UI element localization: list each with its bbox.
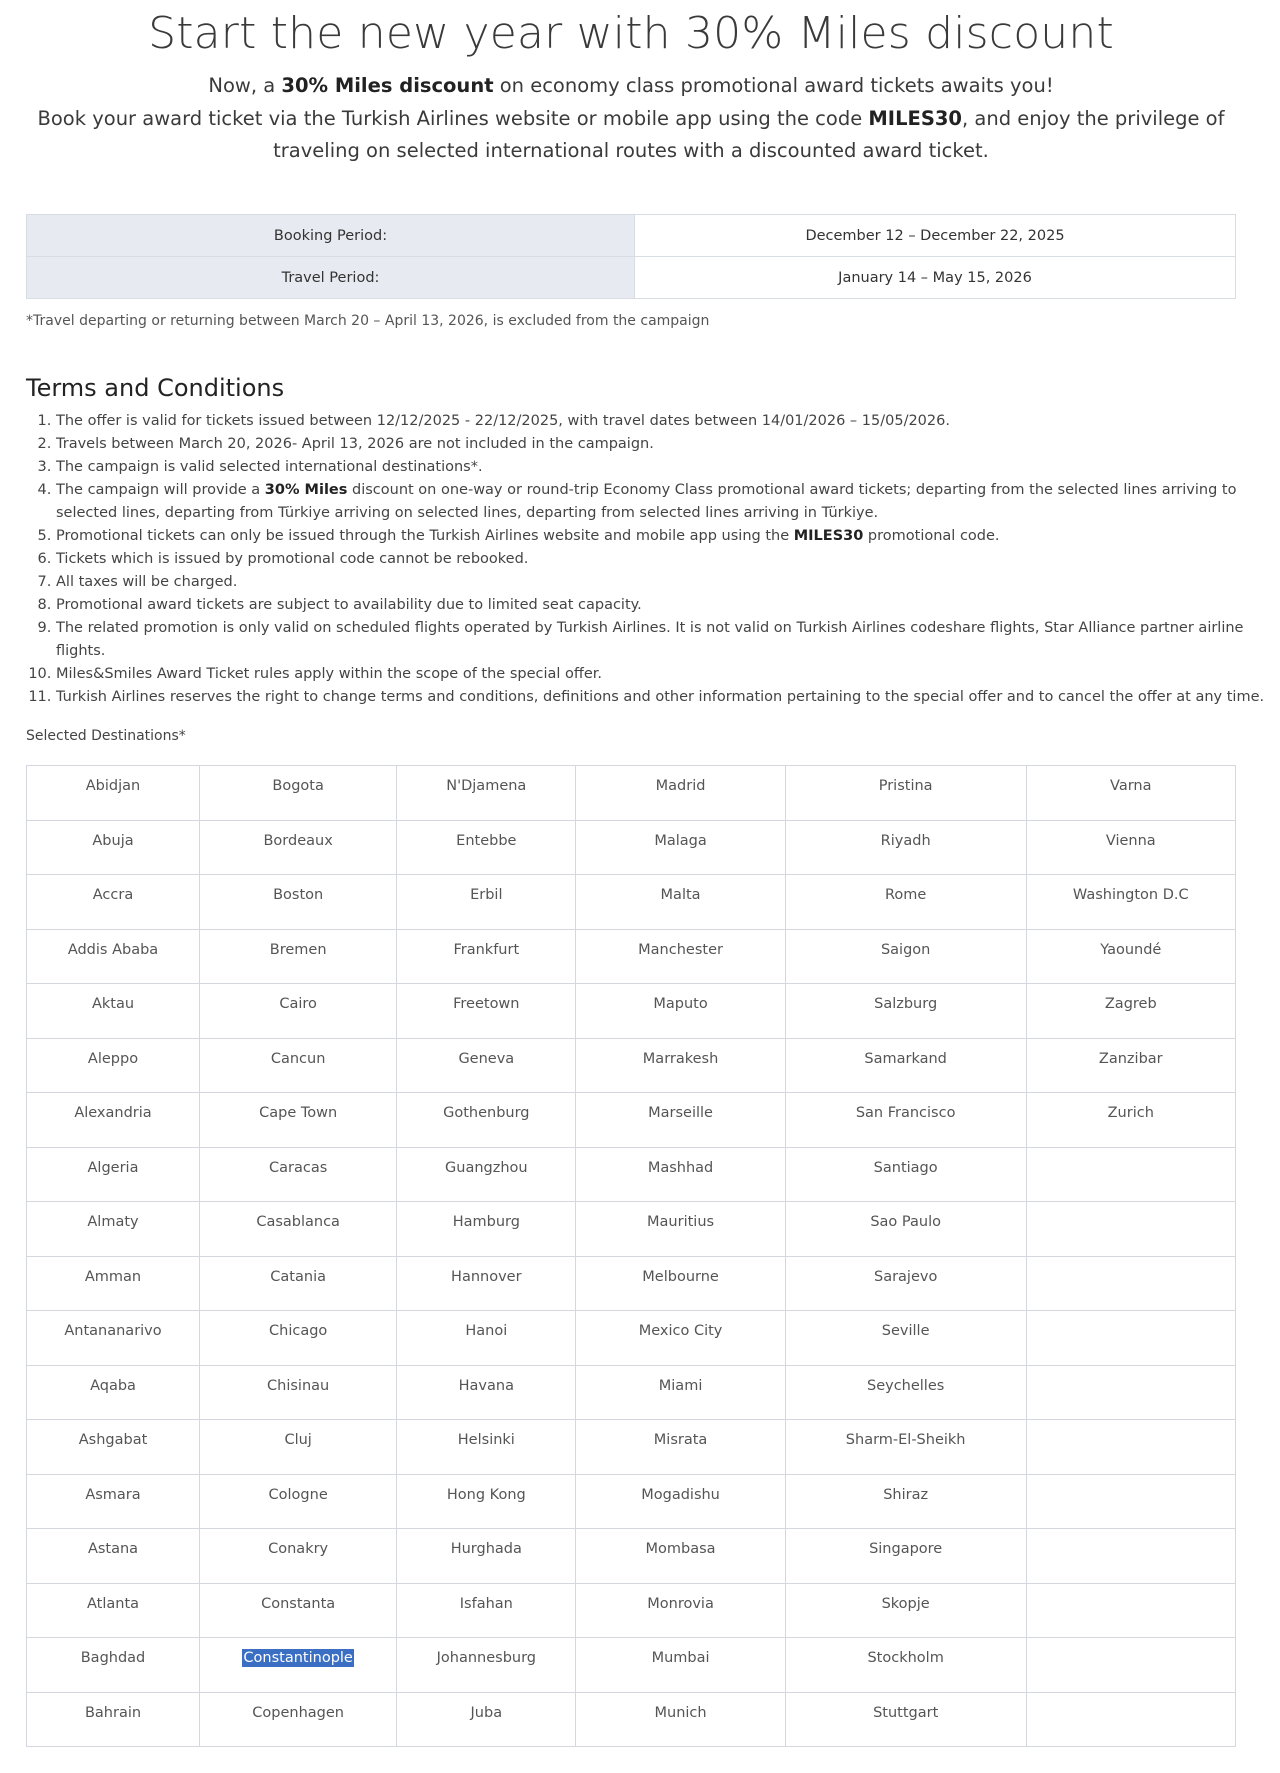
- destination-name[interactable]: Hong Kong: [446, 1486, 526, 1503]
- booking-period-row: [27, 215, 1236, 257]
- destination-name[interactable]: Samarkand: [864, 1050, 947, 1067]
- destination-name[interactable]: Yaoundé: [1100, 941, 1162, 958]
- destination-cell: [397, 875, 576, 930]
- destination-cell: [1026, 1093, 1235, 1148]
- exclusion-note: *Travel departing or returning between March 20 – April 13, 2026, is excluded from the campaign: [26, 313, 710, 329]
- destination-row: [27, 1365, 1236, 1420]
- destination-name[interactable]: Gothenburg: [443, 1105, 530, 1121]
- destination-cell: [27, 984, 200, 1039]
- destination-name[interactable]: Entebbe: [456, 832, 517, 849]
- term-item: 1. The offer is valid for tickets issued between 12/12/2025 - 22/12/2025, with travel dates between 14/01/2026 – 15/05/2026.: [56, 410, 1266, 433]
- promo-code: MILES30: [868, 106, 962, 130]
- destination-cell: [576, 820, 785, 875]
- destination-cell: [1026, 1365, 1235, 1420]
- destination-name[interactable]: Freetown: [453, 996, 520, 1012]
- destination-cell: [27, 1093, 200, 1148]
- term-item: 2. Travels between March 20, 2026- April 13, 2026 are not included in the campaign.: [56, 433, 1266, 456]
- destination-cell: [785, 1256, 1026, 1311]
- destination-cell: [785, 1474, 1026, 1529]
- destination-name[interactable]: Bogota: [272, 778, 324, 794]
- destination-name[interactable]: Zanzibar: [1098, 1050, 1163, 1067]
- destination-cell: [200, 1365, 397, 1420]
- destination-cell: [576, 1311, 785, 1366]
- intro-line1-prefix: Now, a: [208, 74, 282, 97]
- destination-name[interactable]: Washington D.C: [1072, 887, 1189, 903]
- destination-cell: [576, 1692, 785, 1747]
- destination-name[interactable]: Hanoi: [465, 1323, 508, 1339]
- destination-cell: [200, 1420, 397, 1475]
- destination-name[interactable]: Pristina: [878, 778, 933, 794]
- destination-name[interactable]: Frankfurt: [453, 941, 520, 958]
- intro-line-1: [26, 70, 1236, 103]
- destination-name[interactable]: Constantinople: [243, 1650, 353, 1666]
- destination-cell: [27, 1529, 200, 1584]
- destination-cell: [785, 1529, 1026, 1584]
- destination-row: [27, 1529, 1236, 1584]
- destination-name[interactable]: Mumbai: [651, 1650, 710, 1666]
- destination-name[interactable]: Casablanca: [256, 1214, 340, 1230]
- destination-cell: [27, 766, 200, 821]
- destination-cell: [785, 1202, 1026, 1257]
- destination-cell: [397, 1420, 576, 1475]
- destination-cell: [576, 984, 785, 1039]
- destination-name[interactable]: Mogadishu: [641, 1486, 720, 1503]
- destination-name[interactable]: Bordeaux: [263, 832, 333, 849]
- intro-line1-bold: 30% Miles discount: [281, 74, 494, 97]
- destination-name[interactable]: Isfahan: [459, 1595, 513, 1612]
- destination-name[interactable]: Zurich: [1107, 1105, 1154, 1121]
- destination-name[interactable]: Misrata: [653, 1432, 708, 1448]
- destination-name[interactable]: Seychelles: [866, 1377, 945, 1394]
- destination-cell: [200, 1638, 397, 1693]
- destination-cell: [576, 1256, 785, 1311]
- destination-cell: [27, 820, 200, 875]
- destination-cell: [397, 1365, 576, 1420]
- destination-name[interactable]: Johannesburg: [436, 1650, 536, 1666]
- destination-name[interactable]: Bremen: [269, 941, 327, 958]
- destination-name[interactable]: Mauritius: [647, 1214, 715, 1230]
- destination-name[interactable]: Alexandria: [74, 1105, 152, 1121]
- destination-name[interactable]: Zagreb: [1104, 996, 1157, 1012]
- destination-name[interactable]: Mexico City: [638, 1323, 723, 1339]
- term-item: 4. The campaign will provide a 30% Miles discount on one-way or round-trip Economy Class promotional award tickets; departing from the selected lines arriving to selected lines, departing from Türkiye arriving on selected lines, departing from selected lines arriving in Türkiye.: [56, 479, 1266, 525]
- destination-cell: [27, 1692, 200, 1747]
- destination-cell: [1026, 766, 1235, 821]
- destination-cell: [200, 929, 397, 984]
- destination-cell: [1026, 1420, 1235, 1475]
- destination-name[interactable]: Shiraz: [883, 1486, 929, 1503]
- destination-row: [27, 820, 1236, 875]
- destination-cell: [785, 1093, 1026, 1148]
- destination-name[interactable]: Cluj: [284, 1432, 312, 1448]
- destination-name[interactable]: Stockholm: [867, 1650, 944, 1666]
- destination-cell: [397, 766, 576, 821]
- destination-name[interactable]: Sharm-El-Sheikh: [845, 1432, 966, 1448]
- destination-name[interactable]: Asmara: [85, 1486, 141, 1503]
- destination-cell: [27, 1311, 200, 1366]
- destination-row: [27, 1202, 1236, 1257]
- destination-name[interactable]: Marrakesh: [642, 1050, 719, 1067]
- destination-name[interactable]: Monrovia: [647, 1595, 714, 1612]
- destination-cell: [785, 1311, 1026, 1366]
- destination-cell: [1026, 1529, 1235, 1584]
- destination-row: [27, 1583, 1236, 1638]
- destination-name[interactable]: Miami: [658, 1377, 703, 1394]
- destination-name[interactable]: Sarajevo: [873, 1268, 938, 1285]
- terms-list: [26, 410, 1266, 709]
- destination-cell: [200, 1692, 397, 1747]
- destination-cell: [576, 875, 785, 930]
- destination-name[interactable]: Santiago: [873, 1159, 938, 1176]
- destination-row: [27, 1420, 1236, 1475]
- destination-name[interactable]: Cape Town: [259, 1105, 338, 1121]
- destination-name[interactable]: Hurghada: [450, 1541, 522, 1557]
- destination-cell: [576, 1420, 785, 1475]
- destination-cell: [576, 1038, 785, 1093]
- destination-name[interactable]: Malta: [660, 887, 701, 903]
- destination-name[interactable]: Cologne: [268, 1486, 328, 1503]
- destination-name[interactable]: Cancun: [270, 1050, 326, 1067]
- page-title: Start the new year with 30% Miles discount: [148, 8, 1114, 59]
- destination-name[interactable]: Chisinau: [267, 1377, 330, 1394]
- destination-name[interactable]: Boston: [273, 887, 324, 903]
- destinations-table: [26, 765, 1236, 1747]
- destination-cell: [200, 1583, 397, 1638]
- term-item: 7. All taxes will be charged.: [56, 571, 1266, 594]
- destination-row: [27, 1692, 1236, 1747]
- destination-cell: [200, 875, 397, 930]
- booking-period-value: December 12 – December 22, 2025: [635, 215, 1236, 257]
- destination-cell: [397, 1311, 576, 1366]
- period-table: [26, 214, 1236, 299]
- destination-cell: [1026, 1202, 1235, 1257]
- destinations-label: Selected Destinations*: [26, 728, 186, 744]
- destination-cell: [785, 1147, 1026, 1202]
- destination-row: [27, 1038, 1236, 1093]
- destination-name[interactable]: Antananarivo: [64, 1323, 162, 1339]
- destination-name[interactable]: Guangzhou: [445, 1159, 528, 1176]
- destination-name[interactable]: Aqaba: [90, 1377, 136, 1394]
- destination-cell: [785, 820, 1026, 875]
- destination-cell: [200, 1093, 397, 1148]
- destination-cell: [1026, 820, 1235, 875]
- destination-cell: [397, 1529, 576, 1584]
- destination-cell: [576, 766, 785, 821]
- destination-name[interactable]: Copenhagen: [252, 1704, 344, 1721]
- destination-name[interactable]: Atlanta: [86, 1595, 140, 1612]
- destination-name[interactable]: Vienna: [1105, 832, 1156, 849]
- destination-name[interactable]: Hamburg: [452, 1214, 520, 1230]
- destination-name[interactable]: Singapore: [869, 1541, 943, 1557]
- destination-name[interactable]: Helsinki: [457, 1432, 515, 1448]
- destination-name[interactable]: Saigon: [880, 941, 931, 958]
- term-item: 3. The campaign is valid selected international destinations*.: [56, 456, 1266, 479]
- destination-name[interactable]: Havana: [458, 1377, 514, 1394]
- destination-name[interactable]: Chicago: [269, 1323, 328, 1339]
- destination-row: [27, 1638, 1236, 1693]
- destination-cell: [397, 929, 576, 984]
- destination-row: [27, 766, 1236, 821]
- destination-cell: [397, 1038, 576, 1093]
- destination-name[interactable]: Aleppo: [87, 1050, 139, 1067]
- destination-cell: [785, 1420, 1026, 1475]
- destination-name[interactable]: Geneva: [458, 1050, 515, 1067]
- destination-cell: [576, 1583, 785, 1638]
- destination-cell: [397, 1474, 576, 1529]
- destination-cell: [576, 929, 785, 984]
- destination-name[interactable]: N'Djamena: [446, 778, 527, 794]
- destination-cell: [27, 1365, 200, 1420]
- destination-name[interactable]: Munich: [654, 1704, 707, 1721]
- destination-cell: [27, 1038, 200, 1093]
- destination-cell: [397, 1692, 576, 1747]
- destination-name[interactable]: Abuja: [92, 832, 134, 849]
- destination-name[interactable]: Riyadh: [880, 832, 931, 849]
- travel-period-row: [27, 257, 1236, 299]
- destination-cell: [785, 875, 1026, 930]
- intro-line2-suffix: , and enjoy the privilege of traveling on selected international routes with a discounted award ticket.: [273, 106, 1225, 162]
- destination-cell: [1026, 1147, 1235, 1202]
- destination-name[interactable]: Constanta: [261, 1595, 336, 1612]
- destination-cell: [27, 1202, 200, 1257]
- destination-name[interactable]: Baghdad: [80, 1650, 146, 1666]
- destination-name[interactable]: Seville: [881, 1323, 930, 1339]
- destination-cell: [200, 1202, 397, 1257]
- destination-cell: [397, 820, 576, 875]
- destination-cell: [397, 984, 576, 1039]
- booking-period-label: Booking Period:: [27, 215, 635, 257]
- destination-cell: [1026, 1583, 1235, 1638]
- term-item: 11. Turkish Airlines reserves the right to change terms and conditions, definitions and other information pertaining to the special offer and to cancel the offer at any time.: [56, 686, 1266, 709]
- destination-cell: [27, 1638, 200, 1693]
- destination-cell: [1026, 875, 1235, 930]
- destination-name[interactable]: Manchester: [638, 941, 723, 958]
- destination-cell: [576, 1202, 785, 1257]
- destination-name[interactable]: Amman: [84, 1268, 142, 1285]
- destination-name[interactable]: Erbil: [470, 887, 503, 903]
- destination-name[interactable]: San Francisco: [855, 1105, 956, 1121]
- destination-cell: [785, 1583, 1026, 1638]
- destination-row: [27, 929, 1236, 984]
- destination-name[interactable]: Almaty: [87, 1214, 139, 1230]
- intro-line-2: [26, 103, 1236, 168]
- destination-name[interactable]: Rome: [884, 887, 927, 903]
- destination-cell: [785, 766, 1026, 821]
- destination-cell: [785, 1692, 1026, 1747]
- destination-cell: [397, 1093, 576, 1148]
- destination-cell: [200, 766, 397, 821]
- destination-cell: [785, 1638, 1026, 1693]
- travel-period-value: January 14 – May 15, 2026: [635, 257, 1236, 299]
- destination-cell: [200, 1529, 397, 1584]
- destination-row: [27, 875, 1236, 930]
- destination-cell: [200, 1474, 397, 1529]
- destination-cell: [200, 1311, 397, 1366]
- destination-cell: [397, 1202, 576, 1257]
- destination-name[interactable]: Madrid: [655, 778, 706, 794]
- destination-cell: [576, 1365, 785, 1420]
- destination-cell: [397, 1638, 576, 1693]
- destination-cell: [27, 1420, 200, 1475]
- destination-name[interactable]: Maputo: [653, 996, 708, 1012]
- destination-row: [27, 1311, 1236, 1366]
- destination-cell: [785, 984, 1026, 1039]
- destination-cell: [27, 1583, 200, 1638]
- destination-name[interactable]: Marseille: [648, 1105, 713, 1121]
- destination-cell: [397, 1147, 576, 1202]
- term-item: 10. Miles&Smiles Award Ticket rules apply within the scope of the special offer.: [56, 663, 1266, 686]
- intro-line1-suffix: on economy class promotional award tickets awaits you!: [493, 74, 1054, 97]
- destination-name[interactable]: Skopje: [881, 1595, 930, 1612]
- destination-cell: [200, 1147, 397, 1202]
- destination-name[interactable]: Salzburg: [874, 996, 938, 1012]
- destination-cell: [576, 1529, 785, 1584]
- destination-cell: [200, 820, 397, 875]
- destination-cell: [1026, 1311, 1235, 1366]
- destination-name[interactable]: Accra: [92, 887, 134, 903]
- destination-cell: [27, 875, 200, 930]
- destination-row: [27, 1256, 1236, 1311]
- destination-cell: [1026, 1038, 1235, 1093]
- destination-cell: [785, 1365, 1026, 1420]
- term-item: 6. Tickets which is issued by promotional code cannot be rebooked.: [56, 548, 1266, 571]
- destination-name[interactable]: Abidjan: [85, 778, 141, 794]
- destination-name[interactable]: Melbourne: [642, 1268, 719, 1285]
- destination-name[interactable]: Caracas: [269, 1159, 328, 1176]
- destination-name[interactable]: Bahrain: [84, 1704, 142, 1721]
- destination-cell: [200, 984, 397, 1039]
- destination-cell: [576, 1474, 785, 1529]
- destination-row: [27, 1474, 1236, 1529]
- destination-name[interactable]: Mombasa: [645, 1541, 716, 1557]
- destination-name[interactable]: Astana: [87, 1541, 139, 1557]
- destination-name[interactable]: Algeria: [87, 1159, 139, 1176]
- destination-cell: [576, 1147, 785, 1202]
- destination-cell: [1026, 1692, 1235, 1747]
- destination-cell: [1026, 984, 1235, 1039]
- destination-cell: [785, 929, 1026, 984]
- destination-name[interactable]: Sao Paulo: [870, 1214, 941, 1230]
- destination-name[interactable]: Conakry: [268, 1541, 329, 1557]
- destination-name[interactable]: Aktau: [91, 996, 135, 1012]
- destination-cell: [576, 1093, 785, 1148]
- destination-cell: [397, 1583, 576, 1638]
- destination-name[interactable]: Catania: [270, 1268, 326, 1285]
- destination-name[interactable]: Juba: [470, 1704, 503, 1721]
- destination-cell: [27, 929, 200, 984]
- destination-name[interactable]: Hannover: [451, 1268, 522, 1285]
- destination-name[interactable]: Mashhad: [647, 1159, 714, 1176]
- intro-text: [26, 70, 1236, 168]
- destination-row: [27, 1147, 1236, 1202]
- destination-name[interactable]: Malaga: [654, 832, 707, 849]
- destination-name[interactable]: Stuttgart: [873, 1704, 939, 1721]
- destination-cell: [200, 1038, 397, 1093]
- destination-row: [27, 1093, 1236, 1148]
- destination-cell: [1026, 1638, 1235, 1693]
- destination-cell: [27, 1474, 200, 1529]
- destination-name[interactable]: Ashgabat: [78, 1432, 148, 1448]
- term-item: 9. The related promotion is only valid on scheduled flights operated by Turkish Airlines. It is not valid on Turkish Airlines codeshare flights, Star Alliance partner airline flights.: [56, 617, 1266, 663]
- destination-cell: [397, 1256, 576, 1311]
- term-item: 8. Promotional award tickets are subject to availability due to limited seat capacity.: [56, 594, 1266, 617]
- term-item: 5. Promotional tickets can only be issued through the Turkish Airlines website and mobile app using the MILES30 promotional code.: [56, 525, 1266, 548]
- destination-name[interactable]: Addis Ababa: [67, 941, 159, 958]
- destination-cell: [27, 1147, 200, 1202]
- destination-cell: [200, 1256, 397, 1311]
- destination-cell: [576, 1638, 785, 1693]
- destination-name[interactable]: Cairo: [279, 996, 317, 1012]
- destination-cell: [785, 1038, 1026, 1093]
- destination-row: [27, 984, 1236, 1039]
- destination-cell: [1026, 929, 1235, 984]
- terms-title: Terms and Conditions: [26, 374, 285, 402]
- destination-cell: [1026, 1474, 1235, 1529]
- destination-cell: [27, 1256, 200, 1311]
- intro-line2-prefix: Book your award ticket via the Turkish Airlines website or mobile app using the code: [37, 106, 869, 130]
- destination-cell: [1026, 1256, 1235, 1311]
- travel-period-label: Travel Period:: [27, 257, 635, 299]
- destination-name[interactable]: Varna: [1110, 778, 1152, 794]
